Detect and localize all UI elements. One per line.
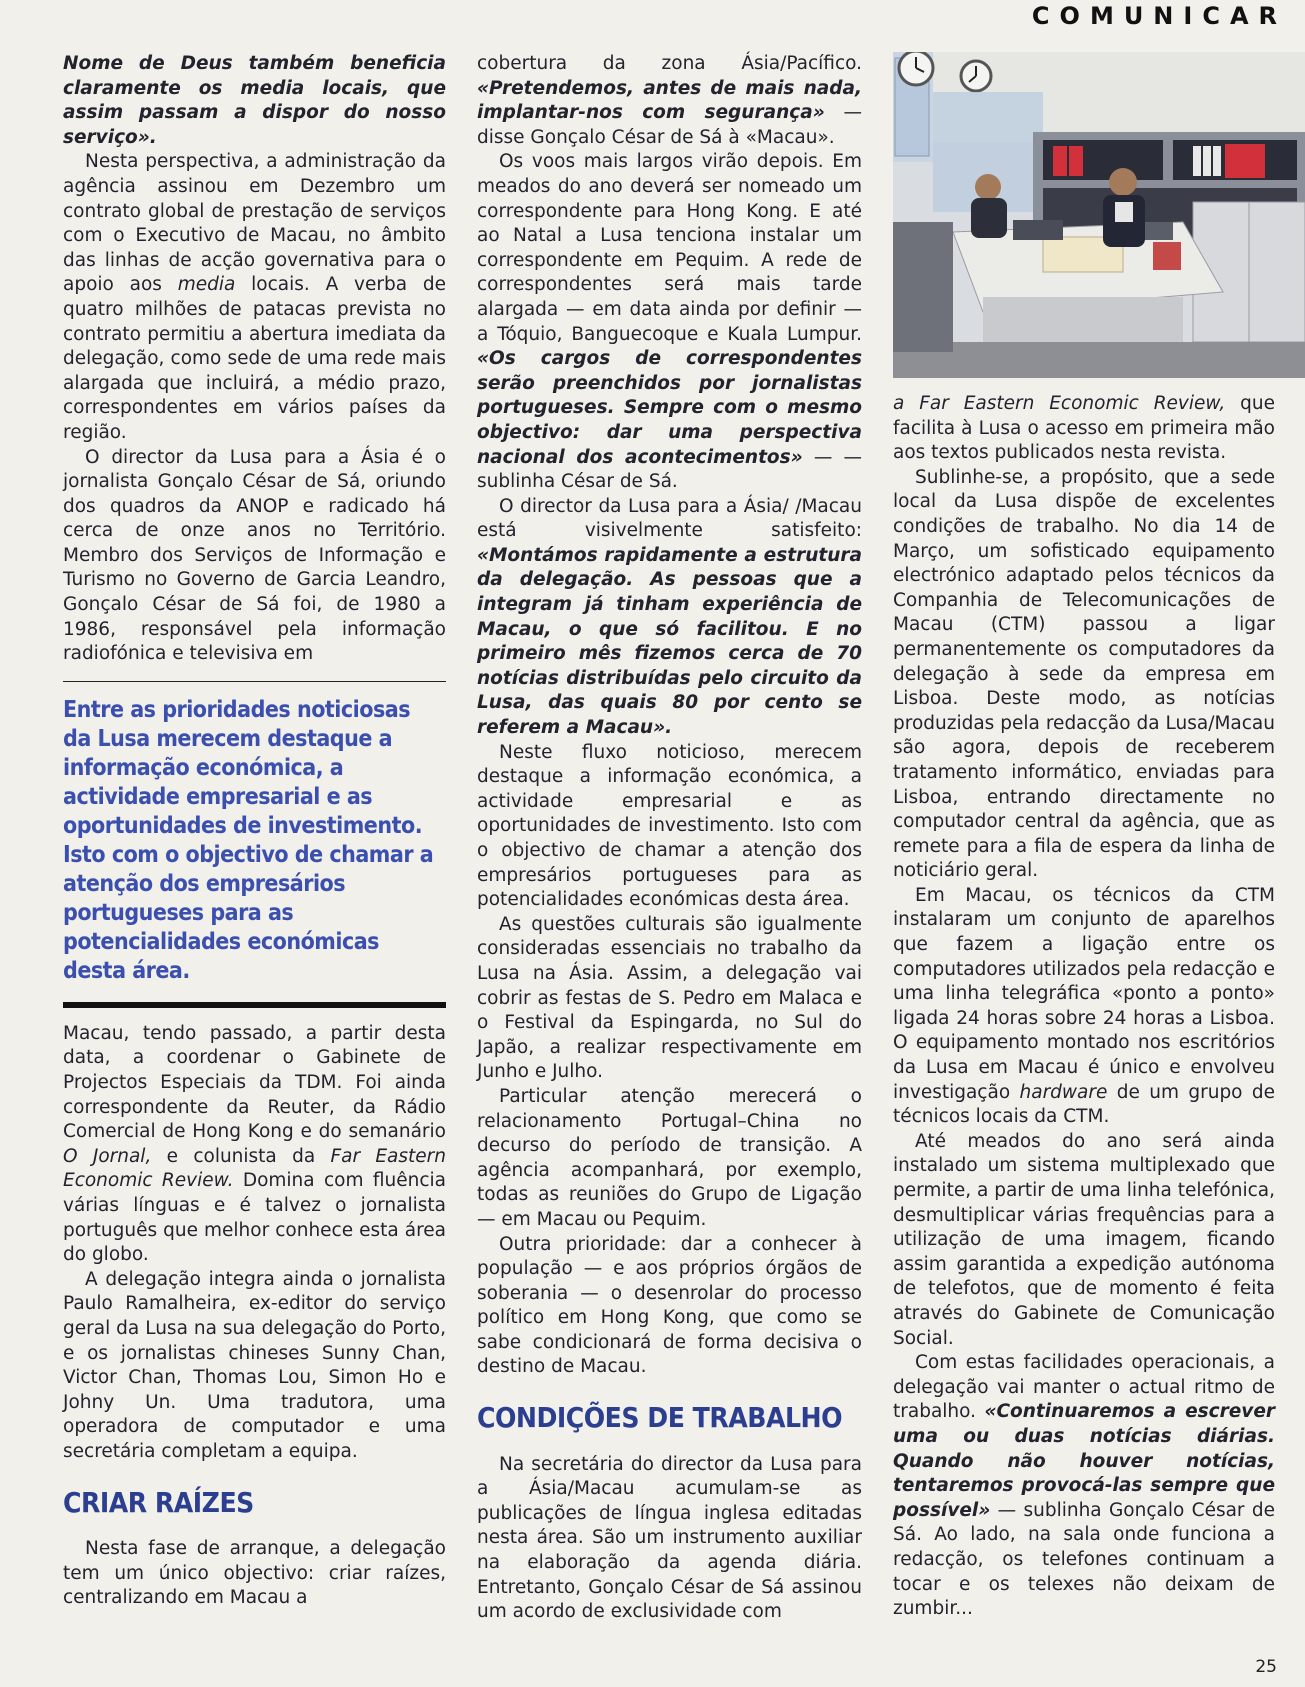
paragraph: Com estas facilidades operacionais, a delegação vai manter o actual ritmo de trabalho. «Continuaremos a escrever uma ou duas notícias diárias. Quando não houver notícias, tentaremos provocá-las sempre que possível» — sublinha Gonçalo César de Sá. Ao lado, na sala onde funciona a redacção, os telefones continuam a tocar e os telexes não deixam de zumbir... (893, 1352, 1275, 1620)
office-photo-illustration (893, 52, 1305, 378)
paragraph: O director da Lusa para a Ásia é o jornalista Gonçalo César de Sá, oriundo dos quadros da ANOP e radicado há cerca de onze anos no Território. Membro dos Serviços de Informação e Turismo no Governo de Garcia Leandro, Gonçalo César de Sá foi, de 1980 a 1986, responsável pela informação radiofónica e televisiva em (63, 446, 446, 665)
paragraph: Particular atenção merecerá o relacionamento Portugal–China no decurso do período de transição. A agência acompanhará, por exemplo, todas as reuniões do Grupo de Ligação — em Macau ou Pequim. (477, 1085, 862, 1230)
paragraph: Em Macau, os técnicos da CTM instalaram um conjunto de aparelhos que fazem a ligação entre os computadores utilizados pela redacção e uma linha telegráfica «ponto a ponto» ligada 24 horas sobre 24 horas a Lisboa. O equipamento montado nos escritórios da Lusa em Macau é único e envolveu investigação hardware de um grupo de técnicos locais da CTM. (893, 884, 1275, 1128)
paragraph: Sublinhe-se, a propósito, que a sede local da Lusa dispõe de excelentes condições de trabalho. No dia 14 de Março, um sofisticado equipamento electrónico adaptado pelos técnicos da Companhia de Telecomunicações de Macau (CTM) passou a ligar permanentemente os computadores da delegação à sede da empresa em Lisboa. Deste modo, as notícias produzidas pela redacção da Lusa/Macau são agora, depois de receberem tratamento informático, enviadas para Lisboa, entrando directamente no computador central da agência, que as remete para a fila de espera da linha de noticiário geral. (893, 466, 1275, 882)
paragraph: Outra prioridade: dar a conhecer à população — e aos próprios órgãos de soberania — o desenrolar do processo político em Hong Kong, que como se sabe condicionará de forma decisiva o destino de Macau. (477, 1233, 862, 1378)
paragraph: As questões culturais são igualmente consideradas essenciais no trabalho da Lusa na Ásia. Assim, a delegação vai cobrir as festas de S. Pedro em Malaca e o Festival da Espingarda, no Sul do Japão, a realizar respectivamente em Junho e Julho. (477, 913, 862, 1083)
paragraph: Os voos mais largos virão depois. Em meados do ano deverá ser nomeado um correspondente para Hong Kong. E até ao Natal a Lusa tenciona instalar um correspondente em Pequim. A rede de correspondentes será mais tarde alargada — em data ainda por definir — a Tóquio, Banguecoque e Kuala Lumpur. «Os cargos de correspondentes serão preenchidos por jornalistas portugueses. Sempre com o mesmo objectivo: dar uma perspectiva nacional dos acontecimentos» — — sublinha César de Sá. (477, 151, 862, 493)
paragraph: Na secretária do director da Lusa para a Ásia/Macau acumulam-se as publicações de língua inglesa editadas nesta área. São um instrumento auxiliar na elaboração da agenda diária. Entretanto, Gonçalo César de Sá assinou um acordo de exclusividade com (477, 1453, 862, 1623)
paragraph: Nesta perspectiva, a administração da agência assinou em Dezembro um contrato global de prestação de serviços com o Executivo de Macau, no âmbito das linhas de acção governativa para o apoio aos media locais. A verba de quatro milhões de patacas prevista no contrato permitiu a abertura imediata da delegação, como sede de uma rede mais alargada que incluirá, a médio prazo, correspondentes em vários países da região. (63, 151, 446, 443)
paragraph: Neste fluxo noticioso, merecem destaque a informação económica, a actividade empresarial e as oportunidades de investimento. Isto com o objectivo de chamar a atenção dos empresários portugueses para as potencialidades económicas desta área. (477, 741, 862, 911)
section-label: COMUNICAR (1031, 2, 1287, 30)
paragraph: a Far Eastern Economic Review, que facilita à Lusa o acesso em primeira mão aos textos publicados nesta revista. (893, 393, 1275, 464)
paragraph: Nome de Deus também beneficia claramente os media locais, que assim passam a dispor do nosso serviço». (63, 53, 446, 148)
article-column-3 (893, 392, 1275, 1622)
section-heading: CONDIÇÕES DE TRABALHO (477, 1401, 842, 1435)
office-photo (893, 52, 1305, 378)
paragraph: Até meados do ano será ainda instalado um sistema multiplexado que permite, a partir de uma linha telefónica, desmultiplicar várias frequências para a utilização de uma imagem, ficando assim garantida a expedição autónoma de telefotos, que de momento é feita através do Gabinete de Comunicação Social. (893, 1130, 1275, 1349)
paragraph: Macau, tendo passado, a partir desta data, a coordenar o Gabinete de Projectos Especiais da TDM. Foi ainda correspondente da Reuter, da Rádio Comercial de Hong Kong e do semanário O Jornal, e colunista da Far Eastern Economic Review. Domina com fluência várias línguas e é talvez o jornalista português que melhor conhece esta área do globo. (63, 1022, 446, 1266)
pull-quote: Entre as prioridades noticiosas da Lusa merecem destaque a informação económica, a actividade empresarial e as oportunidades de investimento. Isto com o objectivo de chamar a atenção dos empresários portugueses para as potencialidades económicas desta área. (63, 681, 446, 1008)
article-column-2 (477, 52, 862, 1625)
paragraph: O director da Lusa para a Ásia/ /Macau está visivelmente satisfeito: «Montámos rapidamente a estrutura da delegação. As pessoas que a integram já tinham experiência de Macau, o que só facilitou. E no primeiro mês fizemos cerca de 70 notícias distribuídas pelo circuito da Lusa, das quais 80 por cento se referem a Macau». (477, 495, 862, 739)
paragraph: Nesta fase de arranque, a delegação tem um único objectivo: criar raízes, centralizando em Macau a (63, 1538, 446, 1609)
paragraph: cobertura da zona Ásia/Pacífico. «Pretendemos, antes de mais nada, implantar-nos com segurança» — disse Gonçalo César de Sá à «Macau». (477, 53, 862, 148)
paragraph: A delegação integra ainda o jornalista Paulo Ramalheira, ex-editor do serviço geral da Lusa na sua delegação do Porto, e os jornalistas chineses Sunny Chan, Victor Chan, Thomas Lou, Simon Ho e Johny Un. Uma tradutora, uma operadora de computador e uma secretária completam a equipa. (63, 1268, 446, 1462)
page-number: 25 (1255, 1657, 1277, 1677)
section-heading: CRIAR RAÍZES (63, 1485, 254, 1519)
article-column-1 (63, 52, 446, 1611)
